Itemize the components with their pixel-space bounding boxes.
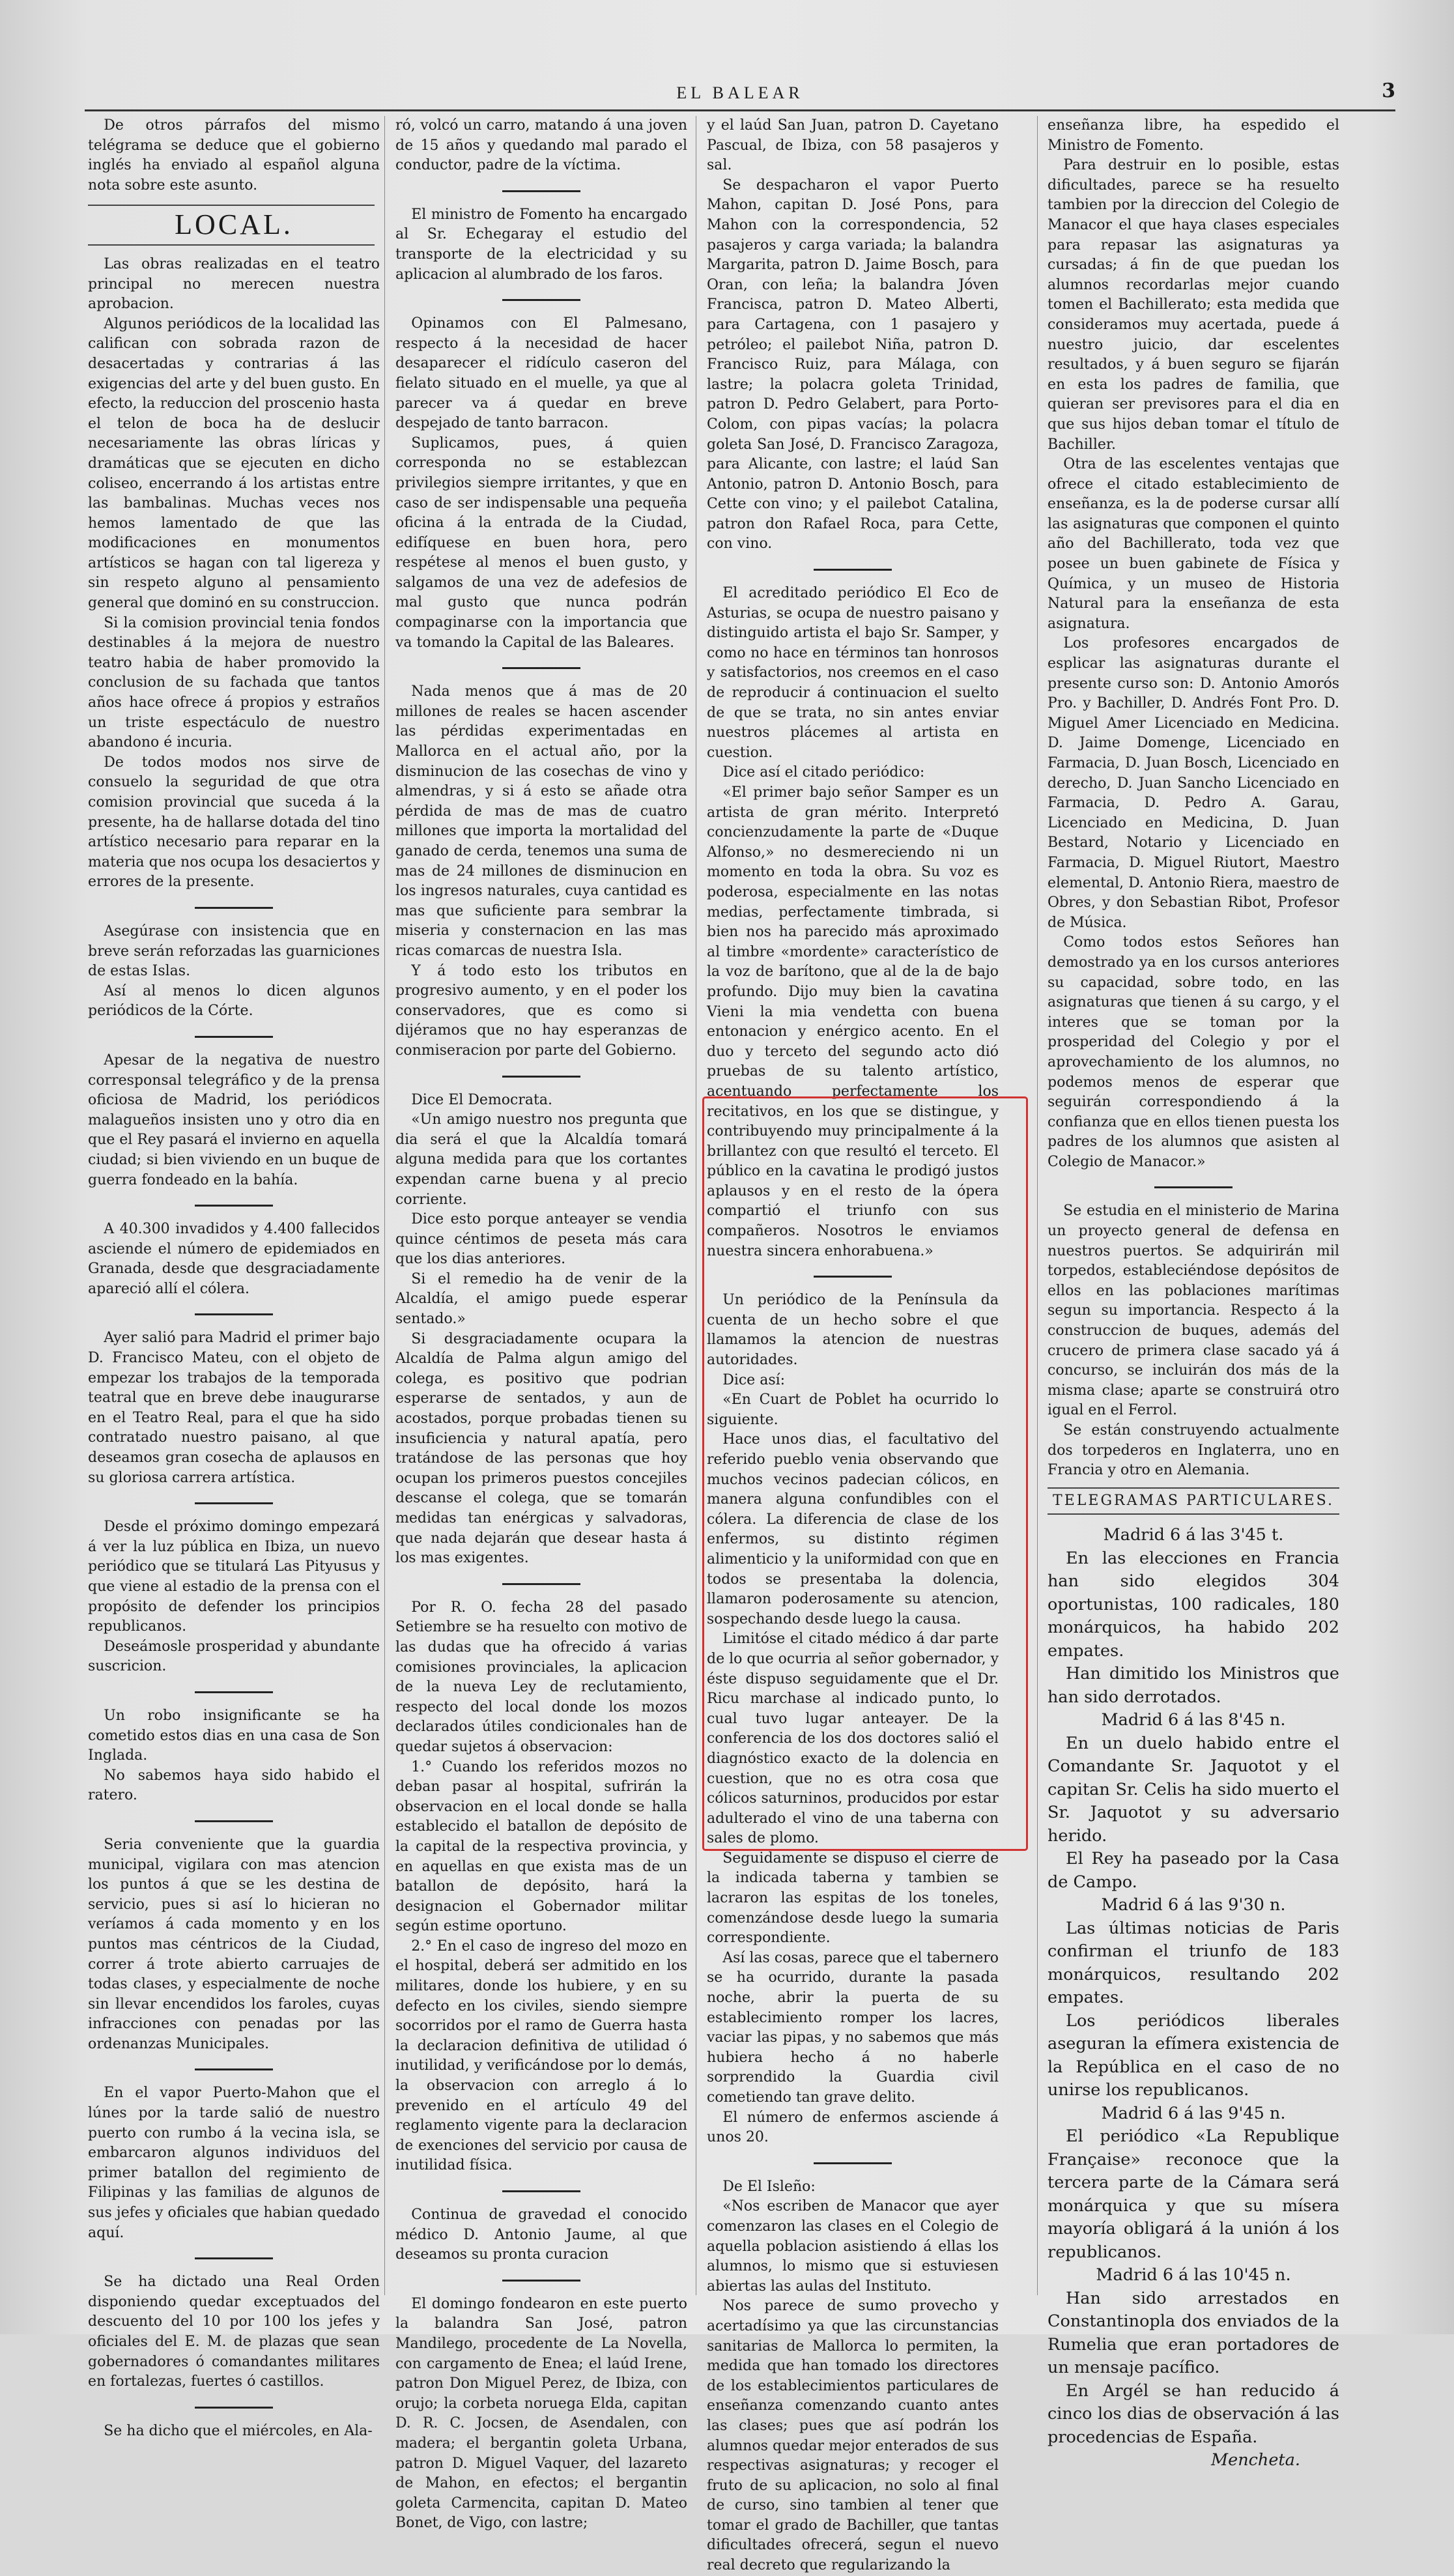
- divider: [88, 205, 375, 206]
- telegram-text: En las elecciones en Francia han sido elegidos 304 oportunistas, 100 radicales, 180 monárquicos, ha habido 202 empates.: [1048, 1548, 1339, 1661]
- article-paragraph: Las obras realizadas en el teatro principal no merecen nuestra aprobacion.: [88, 255, 380, 313]
- article-paragraph: A 40.300 invadidos y 4.400 fallecidos asciende el número de epidemiados en Granada, desde que desgraciadamente apareció allí el cólera.: [88, 1221, 380, 1297]
- article-paragraph: No sabemos haya sido habido el ratero.: [88, 1767, 380, 1804]
- article-paragraph: Así al menos lo dicen algunos periódicos de la Córte.: [88, 982, 380, 1020]
- article-paragraph: Se despacharon el vapor Puerto Mahon, capitan D. José Pons, para Mahon con la correspondencia, 52 pasajeros y carga variada; la balandra Margarita, patron D. Jaime Bosch, para Oran, con leña; la balandra Jóven Francisca, patron D. Mateo Alberti, para Cartagena, con 1 pasajero y petróleo; el pailebot Niña, patron D. Francisco Ruiz, para Málaga, con lastre; la polacra goleta Trinidad, patron D. Pedro Gelabert, para Porto-Colom, con pipas vacías; la polacra goleta San José, D. Francisco Zaragoza, para Alicante, con lastre; el laúd San Antonio, patron D. Antonio Bosch, para Cette con vino; y el pailebot Catalina, patron don Rafael Roca, para Cette, con vino.: [707, 177, 999, 552]
- telegram-date: Madrid 6 á las 9'30 n.: [1101, 1895, 1286, 1915]
- divider: [195, 2068, 273, 2070]
- article-paragraph: Dice esto porque anteayer se vendia quince céntimos de peseta más cara que los dias anteriores.: [395, 1211, 687, 1268]
- article-paragraph: Se ha dicho que el miércoles, en Ala-: [104, 2422, 373, 2439]
- divider: [195, 1313, 273, 1315]
- article-paragraph: Para destruir en lo posible, estas dificultades, parece se ha resuelto tambien por la direccion del Colegio de Manacor el que haya clases especiales para repasar las asignaturas ya cursadas; á fin de que puedan los alumnos recordarlas mejor cuando tomen el Bachillerato; esta medida que consideramos muy acertada, puede á nuestro juicio, dar escelentes resultados, y á buen seguro se fijarán en esta los padres de familia, que quieran ser previsores para el dia en que sus hijos deban tomar el título de Bachiller.: [1048, 157, 1339, 453]
- article-paragraph: El ministro de Fomento ha encargado al Sr. Echegaray el estudio del transporte de la electricidad y su aplicacion al alumbrado de los faros.: [395, 206, 687, 283]
- article-paragraph: «El primer bajo señor Samper es un artista de gran mérito. Interpretó concienzudamente la parte de «Duque Alfonso,» no desmereciendo ni un momento en toda la obra. Su voz es poderosa, especialmente en las notas medias, perfectamente timbrada, si bien nos ha parecido más aproximado al timbre «mordente» característico de la voz de barítono, que al de la de bajo profundo. Dijo muy bien la cavatina Vieni la mia vendetta con buena entonacion y enérgico acento. En el duo y terceto del segundo acto dió pruebas de su talento artístico, acentuando perfectamente los recitativos, en los que se distingue, y contribuyendo muy principalmente á la brillantez con que resultó el terceto. El público en la cavatina le prodigó justos aplausos y en el resto de la ópera compartió el triunfo con sus compañeros. Nosotros le enviamos nuestra sincera enhorabuena.»: [707, 784, 999, 1259]
- column-4: [1048, 116, 1339, 2472]
- divider: [502, 2190, 580, 2192]
- signature: Mencheta.: [1211, 2450, 1300, 2470]
- article-paragraph: Si desgraciadamente ocupara la Alcaldía de Palma algun amigo del colega, es positivo que podrian esperarse de sentados, y aun de acostados, porque probadas tienen su insuficiencia y natural apatía, pero tratándose de las personas que hoy ocupan los primeros puestos concejiles descanse el colega, que se tomarán medidas tan enérgicas y salvadoras, que nada dejarán que desear hasta á los mas exigentes.: [395, 1330, 687, 1567]
- article-paragraph: El acreditado periódico El Eco de Asturias, se ocupa de nuestro paisano y distinguido artista el bajo Sr. Samper, y como no hace en términos tan honrosos y satisfactorios, nos creemos en el caso de reproducir á continuacion el suelto de que se trata, no sin antes enviar nuestros plácemes al artista en cuestion.: [707, 585, 999, 761]
- article-paragraph: De todos modos nos sirve de consuelo la seguridad de que otra comision provincial que suceda á la presente, ha de hallarse dotada del tino artístico necesario para reparar en la materia que nos ocupa los desaciertos y errores de la presente.: [88, 754, 380, 891]
- article-paragraph: En el vapor Puerto-Mahon que el lúnes por la tarde salió de nuestro puerto con rumbo á la vecina isla, se embarcaron algunos individuos del primer batallon del regimiento de Filipinas y las familias de algunos de sus jefes y oficiales que habian quedado aquí.: [88, 2085, 380, 2241]
- telegram-text: En Argél se han reducido á cinco los dias de observación á las procedencias de España.: [1048, 2381, 1339, 2447]
- article-paragraph: Asegúrase con insistencia que en breve serán reforzadas las guarniciones de estas Islas.: [88, 923, 380, 980]
- article-paragraph: Como todos estos Señores han demostrado ya en los cursos anteriores su capacidad, sobre todo, en las asignaturas que tienen á su cargo, y el interes que se toman por la prosperidad del Colegio y por el aprovechamiento de los alumnos, no podemos menos de esperar que seguirán correspondiendo á la confianza que en ellos tienen puesta los padres de los alumnos que asisten al Colegio de Manacor.»: [1048, 934, 1339, 1170]
- highlight-box: [702, 1096, 1028, 1851]
- telegrams-list: [1048, 1524, 1339, 2472]
- masthead: EL BALEAR: [676, 83, 804, 102]
- article-paragraph: Si la comision provincial tenia fondos destinables á la mejora de nuestro teatro habia de haber promovido la conclusion de su fachada que tantos años hace ofrece á propios y estraños un triste espectáculo de nuestro abandono é incuria.: [88, 614, 380, 751]
- article-paragraph: Si el remedio ha de venir de la Alcaldía, el amigo puede esperar sentado.»: [395, 1270, 687, 1328]
- article-paragraph: ró, volcó un carro, matando á una joven de 15 años y quedando mal parado el conductor, padre de la víctima.: [395, 117, 687, 174]
- article-paragraph: Seria conveniente que la guardia municipal, vigilara con mas atencion los puntos á que se les destina de servicio, pues si así lo hicieran no veríamos á cada momento y en los puntos mas céntricos de la Ciudad, correr á trote abierto carruajes de todas clases, y especialmente de noche sin llevar encendidos los faroles, cuyas infracciones con penadas por las ordenanzas Municipales.: [88, 1836, 380, 2052]
- article-paragraph: Por R. O. fecha 28 del pasado Setiembre se ha resuelto con motivo de las dudas que ha ofrecido á varias comisiones provinciales, la aplicacion de la nueva Ley de reclutamiento, respecto del local donde los mozos declarados útiles condicionales han de quedar sujetos á observacion:: [395, 1599, 687, 1755]
- article-paragraph: El número de enfermos asciende á unos 20.: [707, 2109, 999, 2146]
- column-rule: [384, 116, 385, 2295]
- article-paragraph: Dice El Democrata.: [411, 1091, 552, 1108]
- telegram-text: Han dimitido los Ministros que han sido derrotados.: [1048, 1664, 1339, 1707]
- article-paragraph: «Nos escriben de Manacor que ayer comenzaron las clases en el Colegio de aquella poblacion asistiendo á ellas los alumnos, lo mismo que si estuviesen abiertas las aulas del Instituto.: [707, 2198, 999, 2295]
- article-paragraph: Se están construyendo actualmente dos torpederos en Inglaterra, uno en Francia y otro en Alemania.: [1048, 1422, 1339, 1479]
- telegram-date: Madrid 6 á las 10'45 n.: [1096, 2265, 1291, 2285]
- divider: [195, 1502, 273, 1504]
- article-paragraph: El domingo fondearon en este puerto la balandra San José, patron Mandilego, procedente de La Novella, con cargamento de Enea; el laúd Irene, patron Don Miguel Perez, de Ibiza, con orujo; la corbeta noruega Elda, capitan D. R. C. Jocsen, de Asendalen, con madera; el bergantin goleta Urbana, patron D. Miguel Vaquer, del lazareto de Mahon, en efectos; el bergantin goleta Carmencita, capitan D. Mateo Bonet, de Vigo, con lastre;: [395, 2295, 687, 2532]
- article-paragraph: Así las cosas, parece que el tabernero se ha ocurrido, durante la pasada noche, abrir la puerta de su establecimiento romper los lacres, vaciar las pipas, y no sabemos que más hubiera hecho á no haberle sorprendido la Guardia civil cometiendo tan grave delito.: [707, 1949, 999, 2106]
- article-paragraph: Seguidamente se dispuso el cierre de la indicada taberna y tambien se lacraron las espitas de los toneles, comenzándose desde luego la sumaria correspondiente.: [707, 1850, 999, 1947]
- divider: [88, 244, 375, 246]
- article-paragraph: Los profesores encargados de esplicar las asignaturas durante el presente curso son: D. Antonio Amorós Pro. y Bachiller, D. Andrés Font Pro. D. Miguel Amer Licenciado en Medicina. D. Jaime Domenge, Licenciado en Farmacia, D. Juan Bosch, Licenciado en derecho, D. Juan Sancho Licenciado en Farmacia, D. Pedro A. Garau, Licenciado en Medicina, D. Juan Bestard, Notario y Licenciado en Farmacia, D. Miguel Riutort, Maestro elemental, D. Antonio Riera, maestro de Obres, y don Sebastian Ribot, Profesor de Música.: [1048, 635, 1339, 931]
- article-paragraph: 2.° En el caso de ingreso del mozo en el hospital, deberá ser admitido en los militares, donde los hubiere, y en su defecto en los civiles, siendo siempre socorridos por el ramo de Guerra hasta la declaracion definitiva de utilidad ó inutilidad, y verificándose por lo demás, la observacion con arreglo á lo prevenido en el artículo 49 del reglamento vigente para la declaracion de exenciones del servicio por causa de inutilidad física.: [395, 1938, 687, 2174]
- column-1: [88, 116, 380, 2441]
- article-paragraph: Dice así el citado periódico:: [722, 764, 925, 781]
- article-paragraph: Nos parece de sumo provecho y acertadísimo ya que las circunstancias sanitarias de Mallorca lo permiten, la medida que han tomado los directores de los establecimientos particulares de enseñanza comenzando cuanto antes las clases; pues que así podrán los alumnos quedar mejor enterados de sus respectivas asignaturas; y recoger el fruto de su aplicacion, no solo al final de curso, sino tambien al tener que tomar el grado de Bachiller, que tantas dificultades ofrecerá, segun el nuevo real decreto que regularizando la: [707, 2298, 999, 2574]
- article-paragraph: Y á todo esto los tributos en progresivo aumento, y en el poder los conservadores, que es como si dijéramos que no hay esperanzas de conmiseracion por parte del Gobierno.: [395, 962, 687, 1059]
- divider: [502, 2280, 580, 2282]
- divider: [814, 569, 892, 571]
- article-paragraph: «Un amigo nuestro nos pregunta que dia será el que la Alcaldía tomará alguna medida para que los cortantes expendan carne buena y al precio corriente.: [395, 1111, 687, 1208]
- article-paragraph: Ayer salió para Madrid el primer bajo D. Francisco Mateu, con el objeto de empezar los trabajos de la temporada teatral que en breve debe inaugurarse en el Teatro Real, para el que ha sido contratado nuestro paisano, al que deseamos gran cosecha de aplausos en su gloriosa carrera artística.: [88, 1330, 380, 1486]
- divider: [1154, 1186, 1233, 1188]
- article-paragraph: y el laúd San Juan, patron D. Cayetano Pascual, de Ibiza, con 58 pasajeros y sal.: [707, 117, 999, 174]
- divider: [502, 299, 580, 301]
- divider: [195, 1691, 273, 1693]
- telegram-text: Han sido arrestados en Constantinopla dos enviados de la Rumelia que eran portadores de un mensaje pacífico.: [1048, 2288, 1339, 2378]
- telegram-date: Madrid 6 á las 3'45 t.: [1103, 1525, 1284, 1545]
- article-paragraph: Continua de gravedad el conocido médico D. Antonio Jaume, al que deseamos su pronta curacion: [395, 2207, 687, 2263]
- article-paragraph: Opinamos con El Palmesano, respecto á la necesidad de hacer desaparecer el ridículo caseron del fielato situado en el muelle, ya que al parecer va á quedar en breve despejado de tanto barracon.: [395, 315, 687, 432]
- article-paragraph: Desde el próximo domingo empezará á ver la luz pública en Ibiza, un nuevo periódico que se titulará Las Pityusus y que viene al estadio de la prensa con el propósito de defender los principios republicanos.: [88, 1519, 380, 1635]
- article-paragraph: Un periódico de la Península da cuenta de un hecho sobre el que llamamos la atencion de nuestras autoridades.: [707, 1292, 999, 1369]
- divider: [195, 1820, 273, 1822]
- divider: [502, 667, 580, 669]
- telegrams-title: TELEGRAMAS PARTICULARES.: [1048, 1487, 1339, 1515]
- divider: [502, 1583, 580, 1585]
- article-paragraph: enseñanza libre, ha espedido el Ministro de Fomento.: [1048, 117, 1339, 154]
- intro-paragraph: De otros párrafos del mismo telégrama se deduce que el gobierno inglés ha enviado al español alguna nota sobre este asunto.: [88, 117, 380, 193]
- divider: [195, 2407, 273, 2409]
- article-paragraph: 1.° Cuando los referidos mozos no deban pasar al hospital, sufrirán la observacion en el local donde se halla establecido el batallon de depósito de la capital de la respectiva provincia, y en aquellas en que exista mas de un batallon de depósito, hará la designacion el Gobernador militar según estime oportuno.: [395, 1758, 687, 1935]
- article-paragraph: Se estudia en el ministerio de Marina un proyecto general de defensa en nuestros puertos. Se adquirirán mil torpedos, estableciéndose depósitos de ellos en las poblaciones marítimas segun su importancia. Respecto á la construccion de buques, además del crucero de primera clase sacado yá á concurso, se incluirán dos más de la misma clase; aparte se construirá otro igual en el Ferrol.: [1048, 1203, 1339, 1419]
- telegram-text: Las últimas noticias de Paris confirman el triunfo de 183 monárquicos, resultando 202 empates.: [1048, 1918, 1339, 2008]
- divider: [195, 907, 273, 909]
- page-header: [85, 79, 1395, 111]
- article-paragraph: Nada menos que á mas de 20 millones de reales se hacen ascender las pérdidas experimentadas en Mallorca en el actual año, por la disminucion de las cosechas de vino y almendras, y si á esto se añade otra pérdida de mas de mas de cuatro millones que importa la mortalidad del ganado de cerda, tenemos una suma de mas de 24 millones de disminucion en los ingresos naturales, cuya cantidad es mas que suficiente para sembrar la miseria y consternacion en las mas ricas comarcas de nuestra Isla.: [395, 683, 687, 959]
- divider: [814, 2162, 892, 2164]
- telegram-date: Madrid 6 á las 9'45 n.: [1101, 2103, 1286, 2123]
- telegram-text: En un duelo habido entre el Comandante Sr. Jaquotot y el capitan Sr. Celis ha sido muerto el Sr. Jaquotot y su adversario herido.: [1048, 1733, 1339, 1846]
- column-rule: [1037, 116, 1038, 2295]
- divider: [195, 1036, 273, 1038]
- article-paragraph: Deseámosle prosperidad y abundante suscricion.: [88, 1638, 380, 1675]
- article-paragraph: Dice así:: [722, 1371, 786, 1388]
- telegram-text: Los periódicos liberales aseguran la efímera existencia de la República en el caso de no unirse los republicanos.: [1048, 2011, 1339, 2100]
- article-paragraph: Se ha dictado una Real Orden disponiendo quedar exceptuados del descuento del 10 por 100 los jefes y oficiales del E. M. de plazas que sean gobernadores ó comandantes militares en fortalezas, fuertes ó castillos.: [88, 2274, 380, 2390]
- telegram-text: El periódico «La Republique Française» reconoce que la tercera parte de la Cámara será monárquica y que su mísera mayoría obligará á la unión á los republicanos.: [1048, 2126, 1339, 2262]
- divider: [502, 1076, 580, 1078]
- article-paragraph: Un robo insignificante se ha cometido estos dias en una casa de Son Inglada.: [88, 1707, 380, 1764]
- telegram-date: Madrid 6 á las 8'45 n.: [1101, 1710, 1286, 1730]
- divider: [195, 2257, 273, 2259]
- article-paragraph: Apesar de la negativa de nuestro corresponsal telegráfico y de la prensa oficiosa de Madrid, los periódicos malagueños insisten uno y otro dia en que el Rey pasará el invierno en aquella ciudad; si bien viviendo en un buque de guerra fondeado en la bahía.: [88, 1052, 380, 1188]
- article-paragraph: De El Isleño:: [722, 2178, 816, 2195]
- article-paragraph: Limitóse el citado médico á dar parte de lo que ocurria al señor gobernador, y éste dispuso seguidamente que el Dr. Ricu marchase al indicado punto, lo cual tuvo lugar anteayer. De la conferencia de los dos doctores salió el diagnóstico exacto de la dolencia en cuestion, que no es otra cosa que cólicos saturninos, producidos por estar adulterado el vino de una taberna con sales de plomo.: [707, 1631, 999, 1847]
- article-paragraph: Suplicamos, pues, á quien corresponda no se establezcan privilegios siempre irritantes, y que en caso de ser indispensable una pequeña oficina á la entrada de la Ciudad, edifíquese en buen hora, pero respétese al menos el buen gusto, y salgamos de una vez de adefesios de mal gusto que nunca podrán compaginarse con la importancia que va tomando la Capital de las Baleares.: [395, 435, 687, 651]
- divider: [502, 190, 580, 192]
- article-paragraph: Otra de las escelentes ventajas que ofrece el citado establecimiento de enseñanza, es la de poderse cursar allí las asignaturas que componen el quinto año del Bachillerato, toda vez que posee un buen gabinete de Física y Química, y un museo de Historia Natural para la enseñanza de esta asignatura.: [1048, 456, 1339, 632]
- column-2: [395, 116, 687, 2534]
- page-number: 3: [1382, 79, 1395, 102]
- article-paragraph: «En Cuart de Poblet ha ocurrido lo siguiente.: [707, 1392, 999, 1428]
- section-title-local: LOCAL.: [175, 208, 293, 241]
- telegram-text: El Rey ha paseado por la Casa de Campo.: [1048, 1849, 1339, 1892]
- article-paragraph: Algunos periódicos de la localidad las califican con sobrada razon de desacertadas y contrarias á las exigencias del arte y del buen gusto. En efecto, la reduccion del proscenio hasta el telon de boca ha de deslucir necesariamente las obras líricas y dramáticas que se ejecuten en dicho coliseo, encerrando á los artistas entre las bambalinas. Muchas veces nos hemos lamentado de que las modificaciones en monumentos artísticos se hagan con tal ligereza y sin respeto alguno al pensamiento general que dominó en su construccion.: [88, 315, 380, 612]
- divider: [195, 1205, 273, 1207]
- article-paragraph: Hace unos dias, el facultativo del referido pueblo venia observando que muchos vecinos padecian cólicos, en manera alguna confundibles con el cólera. La diferencia de clase de los enfermos, su distinto régimen alimenticio y la uniformidad con que en todos se presentaba la dolencia, llamaron poderosamente su atencion, sospechando desde luego la causa.: [707, 1431, 999, 1627]
